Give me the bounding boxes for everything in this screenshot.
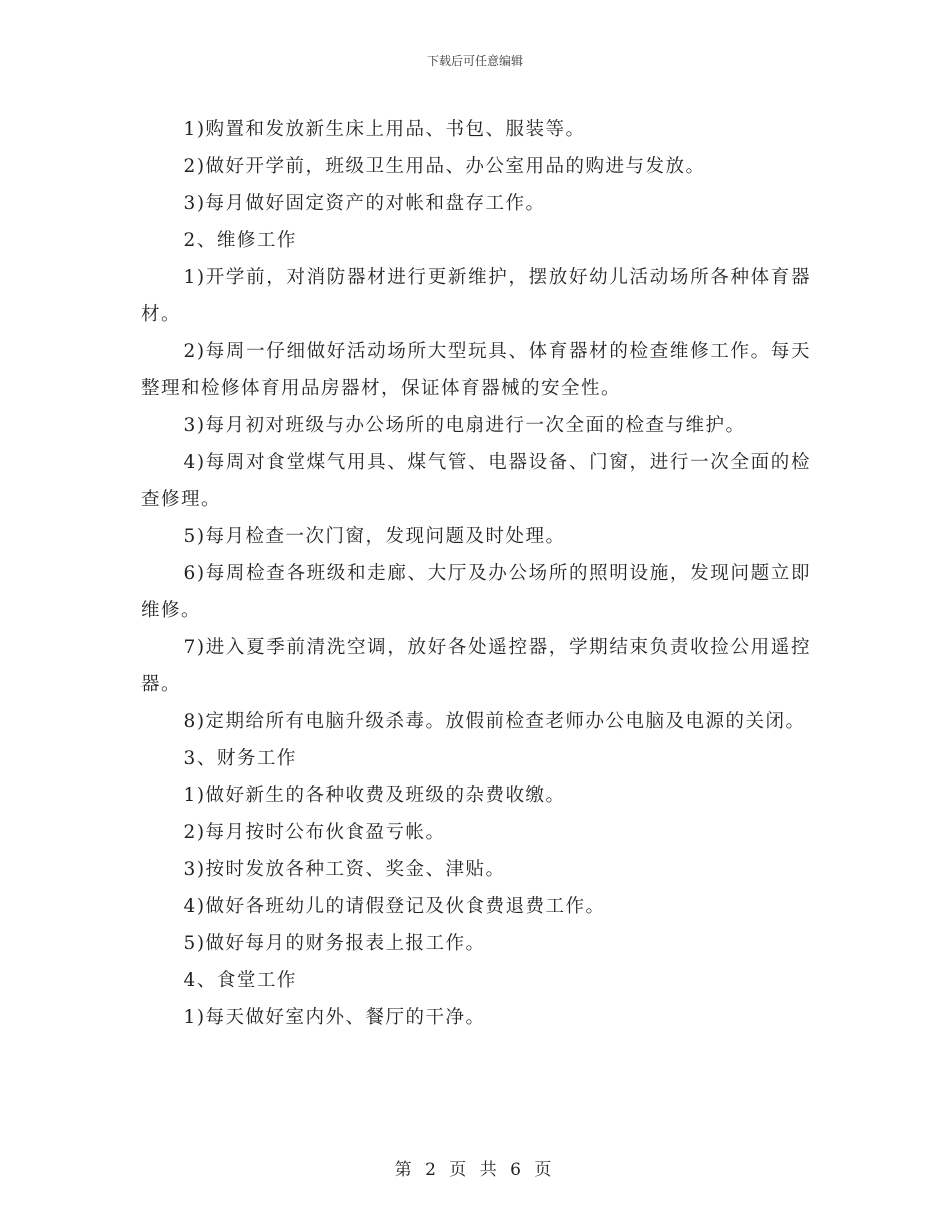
page-header: 下载后可任意编辑: [426, 54, 523, 68]
section-heading: 4、食堂工作: [183, 970, 297, 991]
paragraph: 3)每月做好固定资产的对帐和盘存工作。: [183, 193, 546, 214]
paragraph: 4)每周对食堂煤气用具、煤气管、电器设备、门窗，进行一次全面的检查修理。: [141, 452, 811, 510]
paragraph: 5)每月检查一次门窗，发现问题及时处理。: [183, 526, 566, 547]
paragraph: 6)每周检查各班级和走廊、大厅及办公场所的照明设施，发现问题立即维修。: [141, 563, 811, 621]
paragraph: 3)按时发放各种工资、奖金、津贴。: [183, 859, 506, 880]
paragraph: 1)每天做好室内外、餐厅的干净。: [183, 1007, 486, 1028]
paragraph: 2)做好开学前，班级卫生用品、办公室用品的购进与发放。: [183, 156, 706, 177]
paragraph: 1)开学前，对消防器材进行更新维护，摆放好幼儿活动场所各种体育器材。: [141, 267, 811, 325]
document-body: [141, 111, 811, 1036]
paragraph: 5)做好每月的财务报表上报工作。: [183, 933, 486, 954]
page-number-footer: 第 2 页 共 6 页: [394, 1160, 556, 1180]
paragraph: 1)购置和发放新生床上用品、书包、服装等。: [183, 119, 586, 140]
paragraph: 8)定期给所有电脑升级杀毒。放假前检查老师办公电脑及电源的关闭。: [183, 711, 806, 732]
paragraph: 4)做好各班幼儿的请假登记及伙食费退费工作。: [183, 896, 606, 917]
section-heading: 3、财务工作: [183, 748, 297, 769]
paragraph: 2)每月按时公布伙食盈亏帐。: [183, 822, 446, 843]
paragraph: 2)每周一仔细做好活动场所大型玩具、体育器材的检查维修工作。每天整理和检修体育用品房器材，保证体育器械的安全性。: [141, 341, 811, 399]
section-heading: 2、维修工作: [183, 230, 297, 251]
paragraph: 7)进入夏季前清洗空调，放好各处遥控器，学期结束负责收捡公用遥控器。: [141, 637, 811, 695]
paragraph: 3)每月初对班级与办公场所的电扇进行一次全面的检查与维护。: [183, 415, 746, 436]
paragraph: 1)做好新生的各种收费及班级的杂费收缴。: [183, 785, 566, 806]
